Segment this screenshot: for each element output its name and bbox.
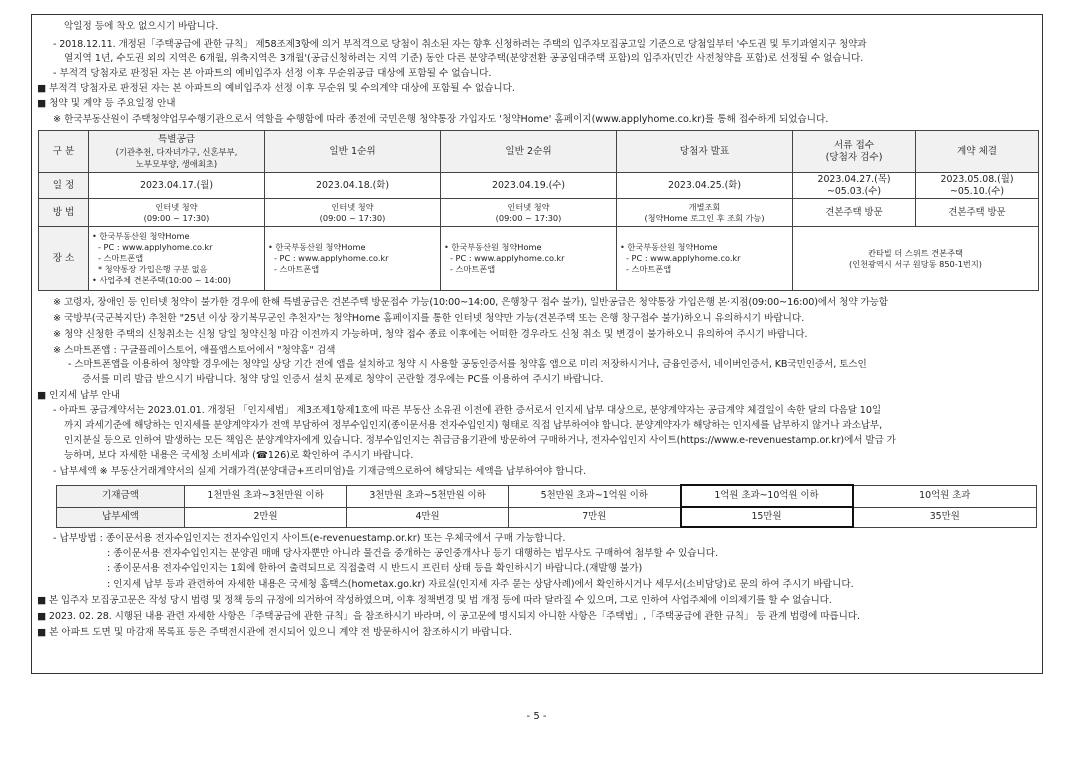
tax-bracket: 3천만원 초과~5천만원 이하	[347, 485, 509, 507]
date-document	[793, 173, 916, 199]
method-special-main: 인터넷 청약	[155, 201, 198, 212]
page-number: - 5 -	[526, 711, 547, 722]
method-general-2nd	[441, 199, 617, 227]
text-line: ■ 부적격 당첨자로 판정된 자는 본 아파트의 예비입주자 선정 이후 무순위 및 수의계약 대상에 포함될 수 없습니다.	[37, 83, 515, 94]
tax-bracket: 1천만원 초과~3천만원 이하	[185, 485, 347, 507]
text-line: - 부적격 당첨자로 판정된 자는 본 아파트의 예비입주자 선정 이후 무순위공급 대상에 포함될 수 없습니다.	[53, 68, 492, 79]
schedule-table	[38, 130, 1039, 291]
date-document-end: ~05.03.(수)	[826, 185, 882, 197]
notice-line: ■ 본 입주자 모집공고문은 작성 당시 법령 및 정책 등의 규정에 의거하여 작성하였으며, 이후 정책변경 및 법 개정 등에 따라 달라질 수 있으며, 그로 인하여 사업주체에 이의제기를 할 수 없습니다.	[37, 595, 832, 606]
method-announcement	[617, 199, 793, 227]
section-heading: ■ 청약 및 계약 등 주요일정 안내	[37, 98, 176, 109]
header-document-submission	[793, 131, 916, 173]
header-contract: 계약 체결	[916, 131, 1039, 173]
place-special-line: - 스마트폰앱	[98, 253, 144, 263]
row-label-place: 장 소	[39, 227, 89, 291]
note-line: ※ 스마트폰앱 : 구글플레이스토어, 애플앱스토어에서 "청약홈" 검색	[53, 345, 336, 356]
place-announcement-line: - 스마트폰앱	[626, 264, 672, 274]
method-document: 견본주택 방문	[793, 199, 916, 227]
notice-line: ■ 2023. 02. 28. 시행된 내용 관련 자세한 사항은「주택공급에 관한 규칙」을 참조하시기 바라며, 이 공고문에 명시되지 아니한 사항은「주택법」,「주택공급에 관한 규칙」 등 관계 법령에 따릅니다.	[37, 611, 860, 622]
method-general2-main: 인터넷 청약	[507, 201, 550, 212]
tax-amount-highlighted: 15만원	[681, 507, 853, 527]
place-announcement-line: - PC : www.applyhome.co.kr	[626, 253, 741, 263]
date-contract-start: 2023.05.08.(월)	[940, 173, 1014, 185]
tax-amount: 35만원	[853, 507, 1037, 527]
place-general2-line: - 스마트폰앱	[450, 264, 496, 274]
header-document-title: 서류 접수	[833, 139, 875, 151]
place-announcement	[617, 227, 793, 291]
place-special	[89, 227, 265, 291]
header-general-2nd: 일반 2순위	[441, 131, 617, 173]
notice-line: ■ 본 아파트 도면 및 마감재 목록표 등은 주택전시관에 전시되어 있으니 계약 전 방문하시어 참조하시기 바랍니다.	[37, 627, 512, 638]
place-special-line: - PC : www.applyhome.co.kr	[98, 242, 213, 252]
text-line: - 스마트폰앱을 이용하여 청약할 경우에는 청약일 상당 기간 전에 앱을 설치하고 청약 시 사용할 공동인증서를 청약홈 앱으로 미리 저장하시거나, 금융인증서, 네이버인증서, KB국민인증서, 토스인	[68, 359, 867, 370]
text-line: 능하며, 보다 자세한 내용은 국세청 소비세과 (☎126)로 확인하여 주시기 바랍니다.	[64, 450, 414, 461]
model-house-address: (인천광역시 서구 원당동 850-1번지)	[849, 258, 982, 269]
note-line: ※ 청약 신청한 주택의 신청취소는 신청 당일 청약신청 마감 이전까지 가능하며, 청약 접수 종료 이후에는 어떠한 경우라도 신청 취소 및 변경이 불가하오니 유의하여 주시기 바랍니다.	[53, 329, 808, 340]
text-line: - 2018.12.11. 개정된「주택공급에 관한 규칙」 제58조제3항에 의거 부적격으로 당첨이 취소된 자는 향후 신청하려는 주택의 입주자모집공고일 기준으로 당첨일부터 '수도권 및 투기과열지구 청약과	[53, 39, 867, 50]
place-announcement-line: • 한국부동산원 청약Home	[620, 242, 718, 252]
method-general2-time: (09:00 ~ 17:30)	[495, 212, 562, 223]
note-line: ※ 국방부(국군복지단) 추천한 "25년 이상 장기복무군인 추천자"는 청약Home 홈페이지를 통한 인터넷 청약만 가능(견본주택 또는 은행 창구접수 불가)하오니 유의하시기 바랍니다.	[53, 313, 805, 324]
tax-row-label: 납부세액	[57, 507, 185, 527]
date-document-start: 2023.04.27.(목)	[817, 173, 891, 185]
method-general-1st	[265, 199, 441, 227]
date-contract-end: ~05.10.(수)	[949, 185, 1005, 197]
text-line: - 납부방법 : 종이문서용 전자수입인지는 전자수입인지 사이트(e-revenuestamp.or.kr) 또는 우체국에서 구매 가능합니다.	[53, 533, 566, 544]
place-general2-line: • 한국부동산원 청약Home	[444, 242, 542, 252]
place-special-line: • 한국부동산원 청약Home	[92, 231, 190, 241]
tax-bracket: 5천만원 초과~1억원 이하	[509, 485, 681, 507]
stamp-tax-table	[56, 484, 1037, 528]
place-general2-line: - PC : www.applyhome.co.kr	[450, 253, 565, 263]
text-line: - 아파트 공급계약서는 2023.01.01. 개정된 「인지세법」 제3조제1항제1호에 따른 부동산 소유권 이전에 관한 증서로서 인지세 납부 대상으로, 분양계약자는 공급계약 체결일이 속한 달의 다음달 10일	[53, 405, 881, 416]
text-line: 열지역 1년, 수도권 외의 지역은 6개월, 위축지역은 3개월'(공급신청하려는 지역 기준) 동안 다른 분양주택(분양전환 공공임대주택 포함)의 입주자(민간 사전청약을 포함)로 선정될 수 없습니다.	[64, 53, 864, 64]
place-general-2nd	[441, 227, 617, 291]
text-line: : 인지세 납부 등과 관련하여 자세한 내용은 국세청 홈택스(hometax.go.kr) 자료실(인지세 자주 묻는 상담사례)에서 확인하시거나 세무서(소비담당)로 문의 하여 주시기 바랍니다.	[107, 579, 854, 590]
method-contract: 견본주택 방문	[916, 199, 1039, 227]
method-general1-main: 인터넷 청약	[331, 201, 374, 212]
tax-amount: 2만원	[185, 507, 347, 527]
method-announcement-sub: (청약Home 로그인 후 조회 가능)	[644, 212, 765, 223]
place-model-house	[793, 227, 1039, 291]
method-special	[89, 199, 265, 227]
text-line: : 종이문서용 전자수입인지는 분양권 매매 당사자뿐만 아니라 물건을 중개하는 공인중개사나 등기 대행하는 법무사도 구매하여 첨부할 수 있습니다.	[107, 548, 719, 559]
date-contract	[916, 173, 1039, 199]
header-special-supply	[89, 131, 265, 173]
tax-amount: 4만원	[347, 507, 509, 527]
text-line: : 종이문서용 전자수입인지는 1회에 한하여 출력되므로 직접출력 시 반드시 프린터 상태 등을 확인하시기 바랍니다.(재발행 불가)	[107, 563, 643, 574]
tax-header-label: 기재금액	[57, 485, 185, 507]
place-special-line: • 사업주체 견본주택(10:00 ~ 14:00)	[92, 275, 231, 285]
date-general-1st: 2023.04.18.(화)	[265, 173, 441, 199]
method-special-time: (09:00 ~ 17:30)	[143, 212, 210, 223]
section-heading: ■ 인지세 납부 안내	[37, 390, 121, 401]
row-label-schedule: 일 정	[39, 173, 89, 199]
method-general1-time: (09:00 ~ 17:30)	[319, 212, 386, 223]
header-winner-announcement: 당첨자 발표	[617, 131, 793, 173]
date-general-2nd: 2023.04.19.(수)	[441, 173, 617, 199]
header-document-sub: (당첨자 검수)	[825, 151, 883, 163]
date-announcement: 2023.04.25.(화)	[617, 173, 793, 199]
note-line: ※ 고령자, 장애인 등 인터넷 청약이 불가한 경우에 한해 특별공급은 견본주택 방문접수 가능(10:00~14:00, 은행창구 접수 불가), 일반공급은 청약통장 가입은행 본·지점(09:00~16:00)에서 청약 가능함	[53, 297, 888, 308]
text-line: 증서를 미리 발급 받으시기 바랍니다. 청약 당일 인증서 설치 문제로 청약이 곤란할 경우에는 PC를 이용하여 주시기 바랍니다.	[82, 374, 604, 385]
header-special-sub2: 노부모부양, 생애최초)	[135, 158, 218, 169]
date-special: 2023.04.17.(월)	[89, 173, 265, 199]
place-general-1st	[265, 227, 441, 291]
tax-bracket: 10억원 초과	[853, 485, 1037, 507]
text-line: 인지분실 등으로 인하여 발생하는 모든 책임은 분양계약자에게 있습니다. 정부수입인지는 취급금융기관에 방문하여 구매하거나, 전자수입인지 사이트(https://www.e-revenuestamp.or.kr)에서 발급 가	[64, 435, 896, 446]
text-line: 악일정 등에 착오 없으시기 바랍니다.	[64, 21, 219, 32]
note-line: ※ 한국부동산원이 주택청약업무수행기관으로서 역할을 수행함에 따라 종전에 국민은행 청약통장 가입자도 '청약Home' 홈페이지(www.applyhome.co.kr)를 통해 접수하게 되었습니다.	[53, 114, 829, 125]
header-special-title: 특별공급	[157, 133, 196, 145]
header-special-sub1: (기관추천, 다자녀가구, 신혼부부,	[115, 146, 238, 157]
tax-bracket-highlighted: 1억원 초과~10억원 이하	[681, 485, 853, 507]
row-label-method: 방 법	[39, 199, 89, 227]
header-general-1st: 일반 1순위	[265, 131, 441, 173]
place-general1-line: - PC : www.applyhome.co.kr	[274, 253, 389, 263]
place-general1-line: - 스마트폰앱	[274, 264, 320, 274]
place-special-line: * 청약통장 가입은행 구분 없음	[98, 264, 208, 274]
text-line: 까지 과세기준에 해당하는 인지세를 분양계약자가 전액 부담하여 정부수입인지(종이문서용 전자수입인지) 형태로 직접 납부하여야 합니다. 분양계약자가 해당하는 인지세를 납부하지 않거나 과소납부,	[64, 420, 883, 431]
place-general1-line: • 한국부동산원 청약Home	[268, 242, 366, 252]
tax-amount: 7만원	[509, 507, 681, 527]
method-announcement-main: 개별조회	[688, 201, 721, 212]
text-line: - 납부세액 ※ 부동산거래계약서의 실제 거래가격(분양대금+프리미엄)을 기재금액으로하여 해당되는 세액을 납부하여야 합니다.	[53, 466, 587, 477]
header-category: 구 분	[39, 131, 89, 173]
model-house-name: 칸타빌 더 스위트 견본주택	[868, 247, 963, 258]
